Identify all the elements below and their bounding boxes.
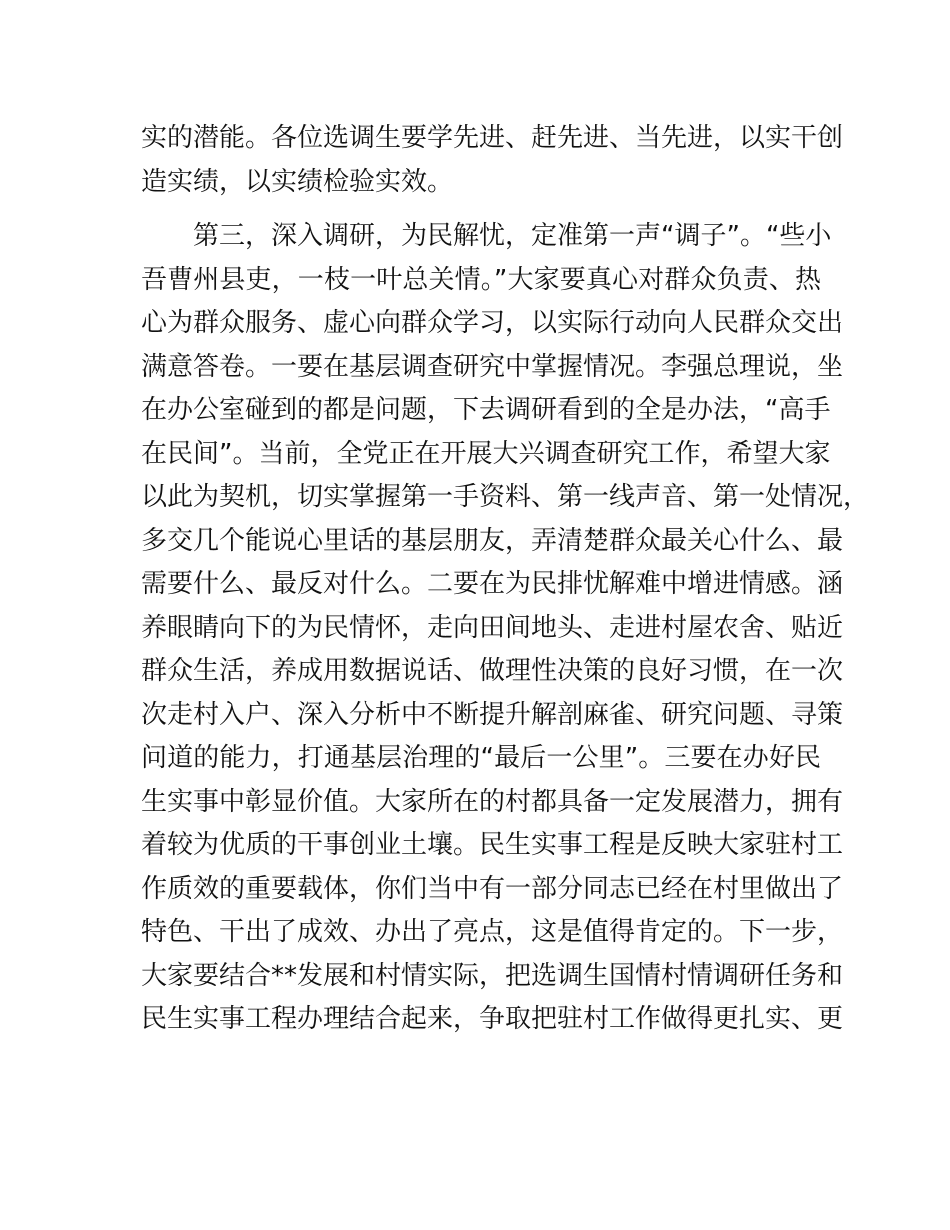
- text-line: 问道的能力，打通基层治理的“最后一公里”。三要在办好民: [141, 743, 821, 773]
- text-line: 实的潜能。各位选调生要学先进、赶先进、当先进，以实干创: [141, 123, 844, 153]
- text-line: 次走村入户、深入分析中不断提升解剖麻雀、研究问题、寻策: [141, 699, 844, 730]
- text-line: 大家要结合**发展和村情实际，把选调生国情村情调研任务和: [141, 960, 844, 991]
- text-line: 造实绩，以实绩检验实效。: [141, 166, 454, 197]
- paragraph-third-point: [141, 215, 870, 1042]
- text-line: 着较为优质的干事创业土壤。民生实事工程是反映大家驻村工: [141, 830, 844, 860]
- text-line: 在办公室碰到的都是问题，下去调研看到的全是办法，“高手: [141, 395, 831, 425]
- text-line: 以此为契机，切实掌握第一手资料、第一线声音、第一处情况，: [141, 482, 870, 512]
- text-line: 群众生活，养成用数据说话、做理性决策的良好习惯，在一次: [141, 656, 844, 686]
- text-line: 生实事中彰显价值。大家所在的村都具备一定发展潜力，拥有: [141, 786, 844, 817]
- text-line: 民生实事工程办理结合起来，争取把驻村工作做得更扎实、更: [141, 1004, 844, 1034]
- text-line: 在民间”。当前，全党正在开展大兴调查研究工作，希望大家: [141, 438, 831, 469]
- paragraph-continuation: [141, 117, 844, 204]
- text-line: 第三，深入调研，为民解忧，定准第一声“调子”。“些小: [141, 221, 832, 251]
- text-line: 吾曹州县吏，一枝一叶总关情。”大家要真心对群众负责、热: [141, 264, 821, 295]
- text-line: 需要什么、最反对什么。二要在为民排忧解难中增进情感。涵: [141, 569, 844, 599]
- text-line: 养眼睛向下的为民情怀，走向田间地头、走进村屋农舍、贴近: [141, 612, 844, 643]
- text-line: 满意答卷。一要在基层调查研究中掌握情况。李强总理说，坐: [141, 351, 844, 382]
- text-line: 作质效的重要载体，你们当中有一部分同志已经在村里做出了: [141, 873, 844, 904]
- text-line: 多交几个能说心里话的基层朋友，弄清楚群众最关心什么、最: [141, 525, 844, 556]
- text-line: 特色、干出了成效、办出了亮点，这是值得肯定的。下一步，: [141, 917, 844, 947]
- text-line: 心为群众服务、虚心向群众学习，以实际行动向人民群众交出: [141, 308, 844, 338]
